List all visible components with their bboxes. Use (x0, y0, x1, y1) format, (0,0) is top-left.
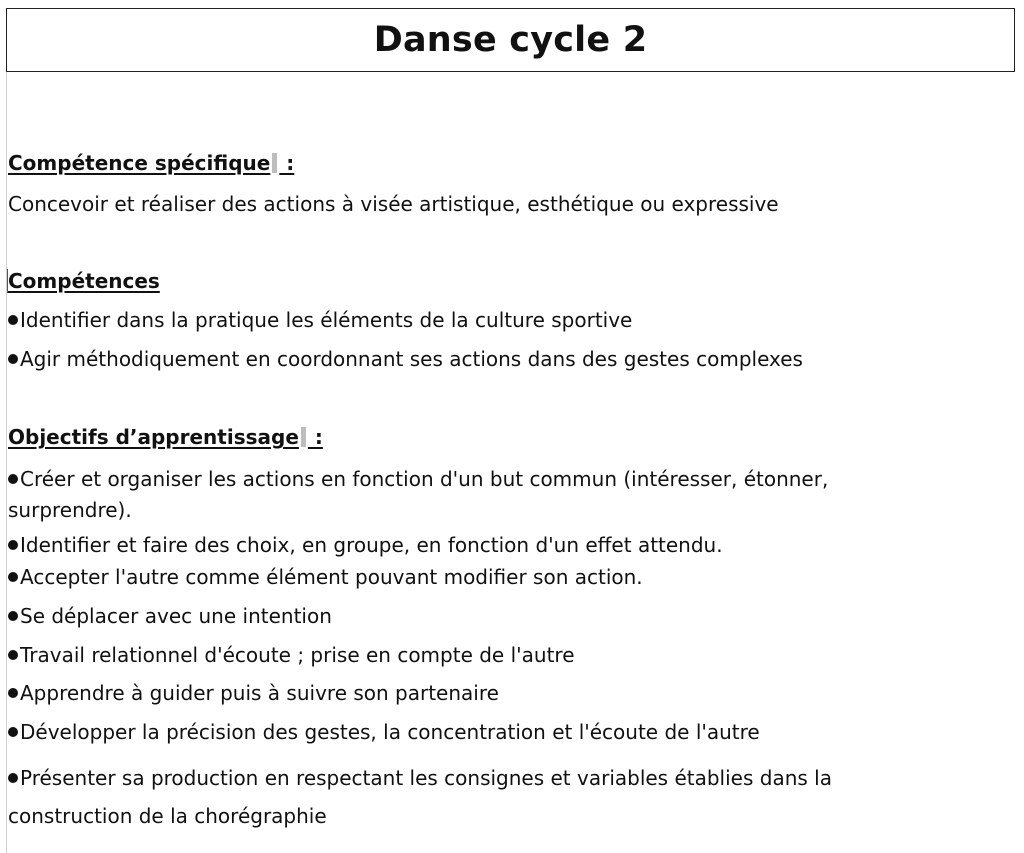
section-heading-objectifs[interactable] (8, 425, 323, 449)
bullet-icon (8, 688, 18, 698)
heading-suffix: : (307, 425, 323, 449)
bullet-icon (8, 773, 18, 783)
list-item[interactable] (8, 565, 643, 589)
selection-marker (301, 427, 306, 447)
list-item[interactable] (8, 681, 499, 705)
title-box (6, 8, 1015, 72)
bullet-icon (8, 650, 18, 660)
heading-suffix: : (279, 151, 295, 175)
list-item-text: Créer et organiser les actions en fonction d'un but commun (intéresser, étonner, surprendre). (8, 467, 829, 522)
list-item[interactable] (8, 464, 958, 526)
list-item[interactable] (8, 347, 803, 371)
bullet-icon (8, 611, 18, 621)
list-item[interactable] (8, 643, 575, 667)
bullet-icon (8, 315, 18, 325)
list-item-text: Identifier et faire des choix, en groupe, en fonction d'un effet attendu. (20, 533, 723, 557)
section-heading-competence-specifique[interactable] (8, 151, 294, 175)
section-heading-competences[interactable] (8, 269, 160, 293)
list-item-text: Développer la précision des gestes, la concentration et l'écoute de l'autre (20, 720, 760, 744)
heading-text: Objectifs d’apprentissage (8, 425, 299, 449)
heading-text: Compétences (8, 269, 160, 293)
left-margin-rule (6, 72, 7, 853)
bullet-icon (8, 727, 18, 737)
list-item-text: Travail relationnel d'écoute ; prise en compte de l'autre (20, 643, 575, 667)
list-item-text: Agir méthodiquement en coordonnant ses actions dans des gestes complexes (20, 347, 803, 371)
bullet-icon (8, 540, 18, 550)
list-item[interactable] (8, 759, 958, 835)
bullet-icon (8, 474, 18, 484)
selection-marker (272, 153, 277, 173)
list-item-text: Accepter l'autre comme élément pouvant modifier son action. (20, 565, 643, 589)
heading-text: Compétence spécifique (8, 151, 271, 175)
list-item[interactable] (8, 720, 760, 744)
list-item-text: Identifier dans la pratique les éléments de la culture sportive (20, 308, 633, 332)
document-title: Danse cycle 2 (373, 20, 648, 60)
list-item[interactable] (8, 604, 332, 628)
list-item[interactable] (8, 308, 632, 332)
bullet-icon (8, 572, 18, 582)
list-item-text: Se déplacer avec une intention (20, 604, 332, 628)
list-item[interactable] (8, 533, 723, 557)
list-item-text: Présenter sa production en respectant les consignes et variables établies dans la construction de la chorégraphie (8, 766, 832, 828)
list-item-text: Apprendre à guider puis à suivre son partenaire (20, 681, 499, 705)
competence-specifique-text[interactable]: Concevoir et réaliser des actions à visée artistique, esthétique ou expressive (8, 192, 779, 216)
bullet-icon (8, 354, 18, 364)
